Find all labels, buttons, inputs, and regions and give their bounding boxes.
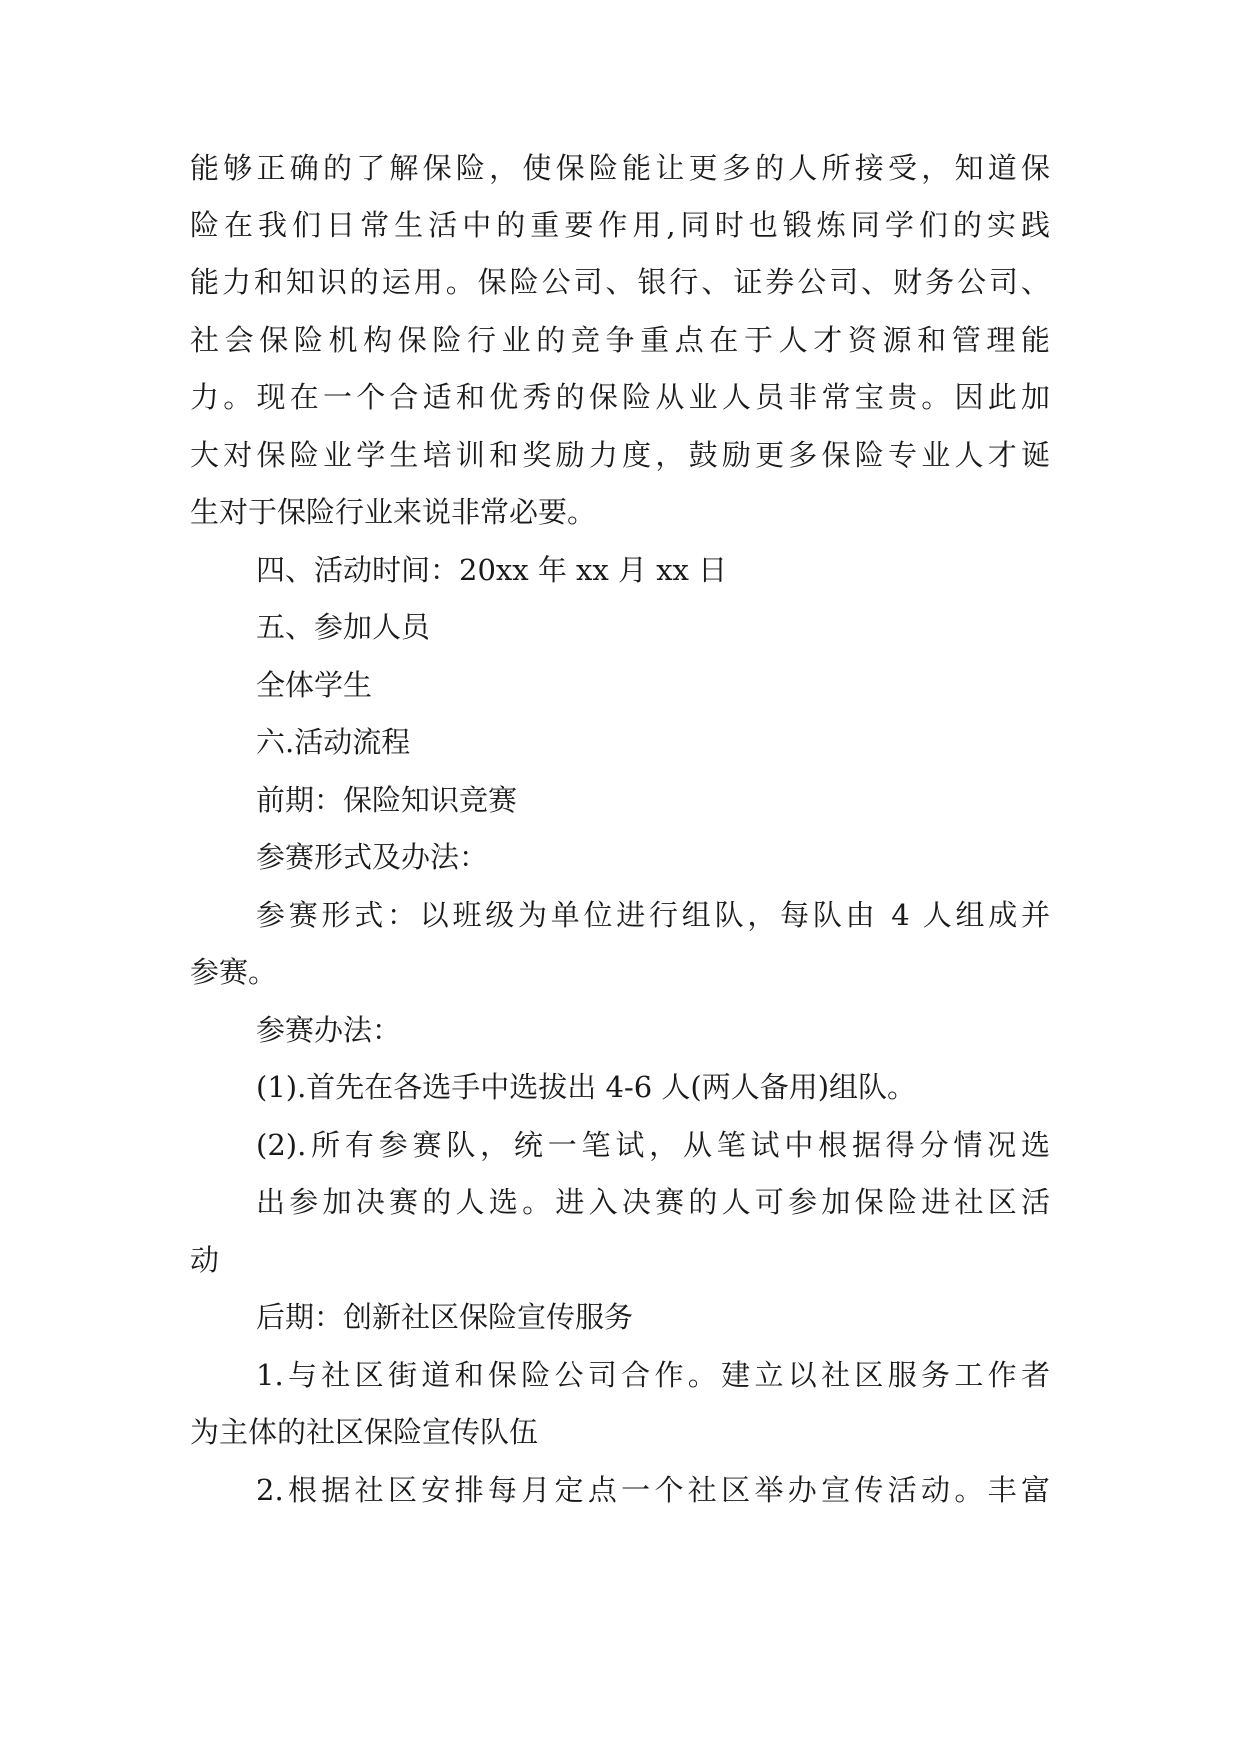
paragraph-line: 参赛办法： xyxy=(256,1013,402,1047)
paragraph-line: 险在我们日常生活中的重要作用,同时也锻炼同学们的实践 xyxy=(190,208,1050,242)
list-item: 2.根据社区安排每月定点一个社区举办宣传活动。丰富 xyxy=(256,1473,1050,1507)
list-item: 为主体的社区保险宣传队伍 xyxy=(190,1415,539,1449)
list-item: (1).首先在各选手中选拔出 4-6 人(两人备用)组队。 xyxy=(256,1070,917,1104)
section-heading: 四、活动时间：20xx 年 xx 月 xx 日 xyxy=(256,553,728,587)
list-item: 1.与社区街道和保险公司合作。建立以社区服务工作者 xyxy=(256,1358,1050,1392)
list-item: 动 xyxy=(190,1243,220,1277)
paragraph-line: 能力和知识的运用。保险公司、银行、证券公司、财务公司、 xyxy=(190,265,1050,299)
paragraph-line: 参赛形式：以班级为单位进行组队，每队由 4 人组成并 xyxy=(256,898,1050,932)
paragraph-line: 全体学生 xyxy=(256,668,373,702)
paragraph-line: 力。现在一个合适和优秀的保险从业人员非常宝贵。因此加 xyxy=(190,380,1050,414)
section-heading: 六.活动流程 xyxy=(256,725,411,759)
paragraph-line: 后期：创新社区保险宣传服务 xyxy=(256,1300,634,1334)
paragraph-line: 大对保险业学生培训和奖励力度，鼓励更多保险专业人才诞 xyxy=(190,438,1050,472)
paragraph-line: 参赛形式及办法： xyxy=(256,840,489,874)
section-heading: 五、参加人员 xyxy=(256,610,431,644)
list-item: 出参加决赛的人选。进入决赛的人可参加保险进社区活 xyxy=(256,1185,1050,1219)
paragraph-line: 能够正确的了解保险，使保险能让更多的人所接受，知道保 xyxy=(190,151,1050,185)
paragraph-line: 前期：保险知识竞赛 xyxy=(256,783,518,817)
paragraph-line: 社会保险机构保险行业的竞争重点在于人才资源和管理能 xyxy=(190,323,1050,357)
paragraph-line: 参赛。 xyxy=(190,955,278,989)
list-item: (2).所有参赛队，统一笔试，从笔试中根据得分情况选 xyxy=(256,1128,1050,1162)
paragraph-line: 生对于保险行业来说非常必要。 xyxy=(190,495,597,529)
